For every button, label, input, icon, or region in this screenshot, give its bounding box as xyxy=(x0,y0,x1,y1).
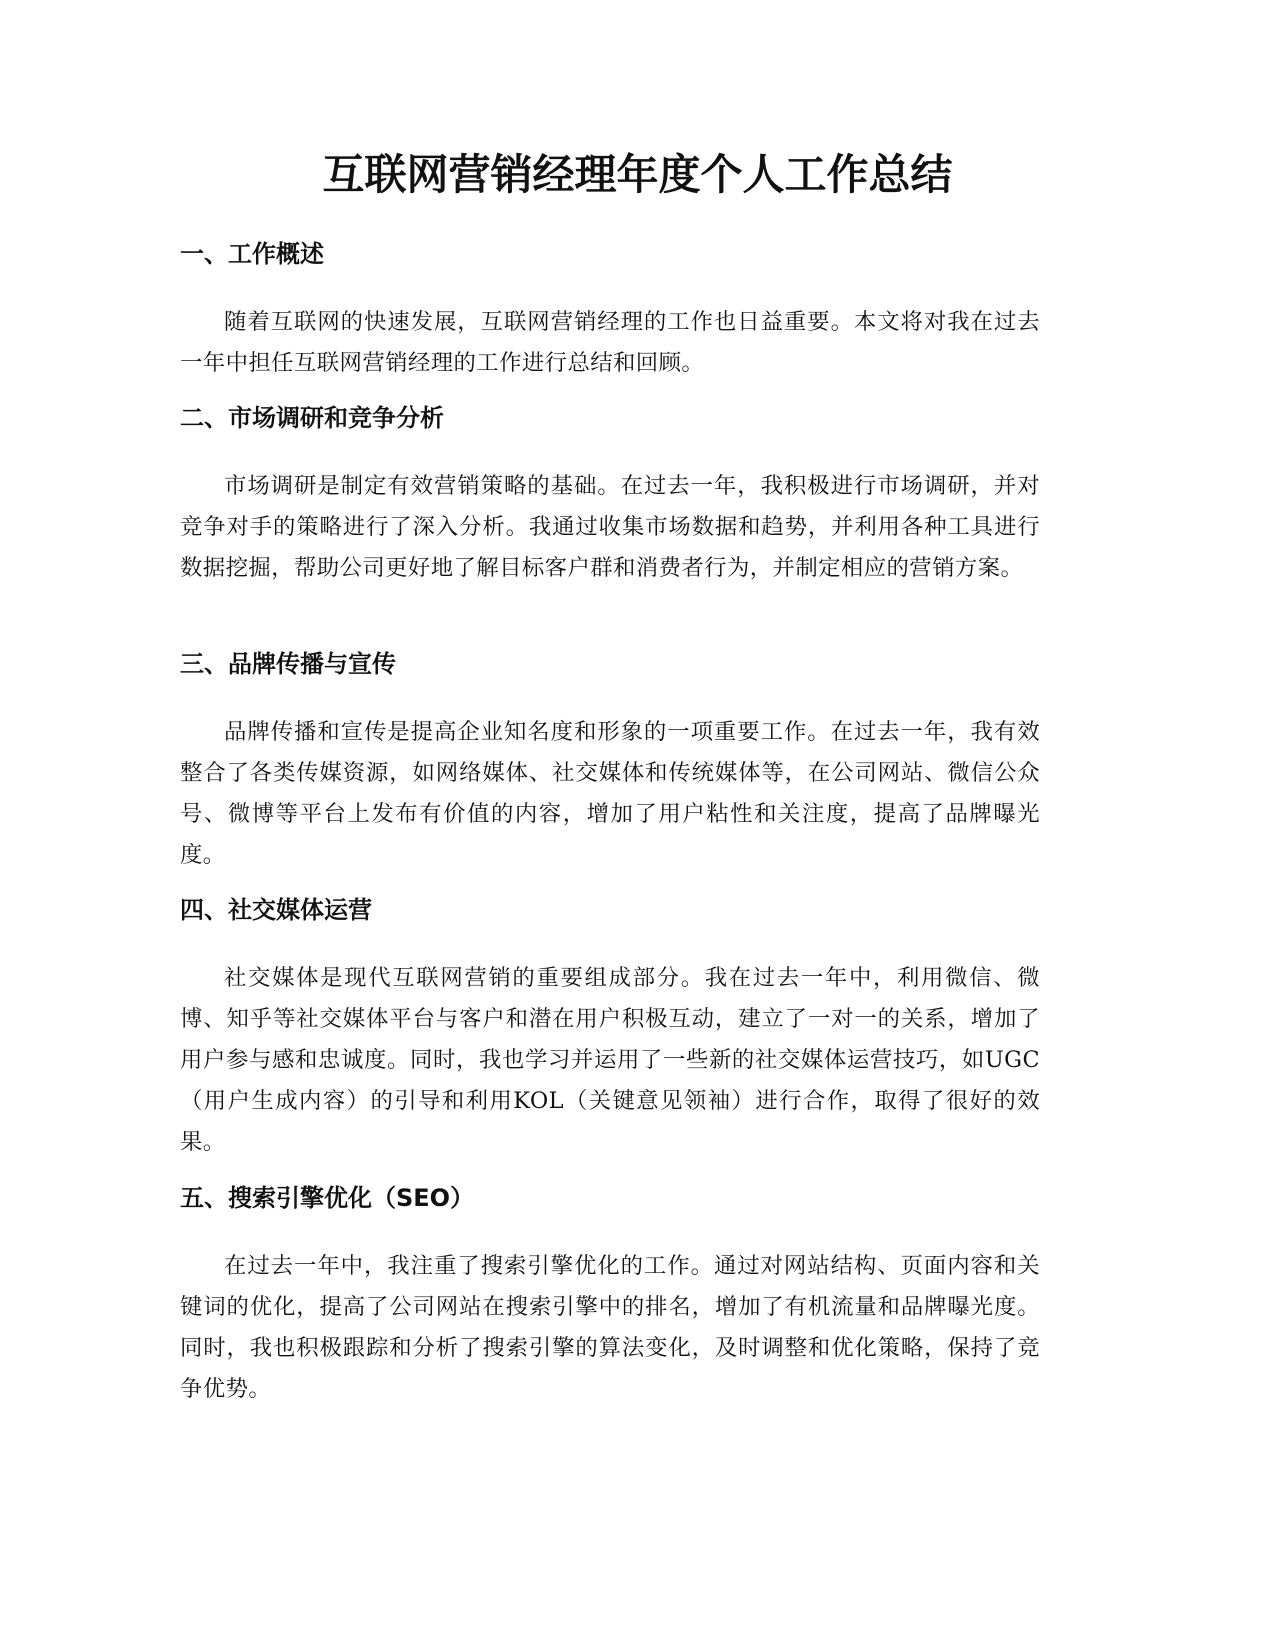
section-heading: 四、社交媒体运营 xyxy=(180,896,372,924)
section-heading: 二、市场调研和竞争分析 xyxy=(180,404,444,432)
section-paragraph: 品牌传播和宣传是提高企业知名度和形象的一项重要工作。在过去一年，我有效整合了各类传媒资源，如网络媒体、社交媒体和传统媒体等，在公司网站、微信公众号、微博等平台上发布有价值的内容，增加了用户粘性和关注度，提高了品牌曝光度。 xyxy=(180,719,1040,868)
section-market-research xyxy=(180,402,1040,589)
section-paragraph: 社交媒体是现代互联网营销的重要组成部分。我在过去一年中，利用微信、微博、知乎等社交媒体平台与客户和潜在用户积极互动，建立了一对一的关系，增加了用户参与感和忠诚度。同时，我也学习并运用了一些新的社交媒体运营技巧，如UGC（用户生成内容）的引导和利用KOL（关键意见领袖）进行合作，取得了很好的效果。 xyxy=(180,965,1040,1155)
section-social-media xyxy=(180,894,1040,1163)
section-heading: 一、工作概述 xyxy=(180,240,324,268)
section-brand-promotion xyxy=(180,648,1040,876)
section-heading: 三、品牌传播与宣传 xyxy=(180,650,396,678)
section-seo xyxy=(180,1182,1040,1410)
section-paragraph: 随着互联网的快速发展，互联网营销经理的工作也日益重要。本文将对我在过去一年中担任互联网营销经理的工作进行总结和回顾。 xyxy=(180,309,1040,376)
section-paragraph: 市场调研是制定有效营销策略的基础。在过去一年，我积极进行市场调研，并对竞争对手的策略进行了深入分析。我通过收集市场数据和趋势，并利用各种工具进行数据挖掘，帮助公司更好地了解目标客户群和消费者行为，并制定相应的营销方案。 xyxy=(180,473,1040,581)
section-work-overview xyxy=(180,238,1040,384)
section-heading: 五、搜索引擎优化（SEO） xyxy=(180,1184,475,1212)
section-paragraph: 在过去一年中，我注重了搜索引擎优化的工作。通过对网站结构、页面内容和关键词的优化，提高了公司网站在搜索引擎中的排名，增加了有机流量和品牌曝光度。同时，我也积极跟踪和分析了搜索引擎的算法变化，及时调整和优化策略，保持了竞争优势。 xyxy=(180,1253,1040,1402)
document-title: 互联网营销经理年度个人工作总结 xyxy=(322,150,953,199)
